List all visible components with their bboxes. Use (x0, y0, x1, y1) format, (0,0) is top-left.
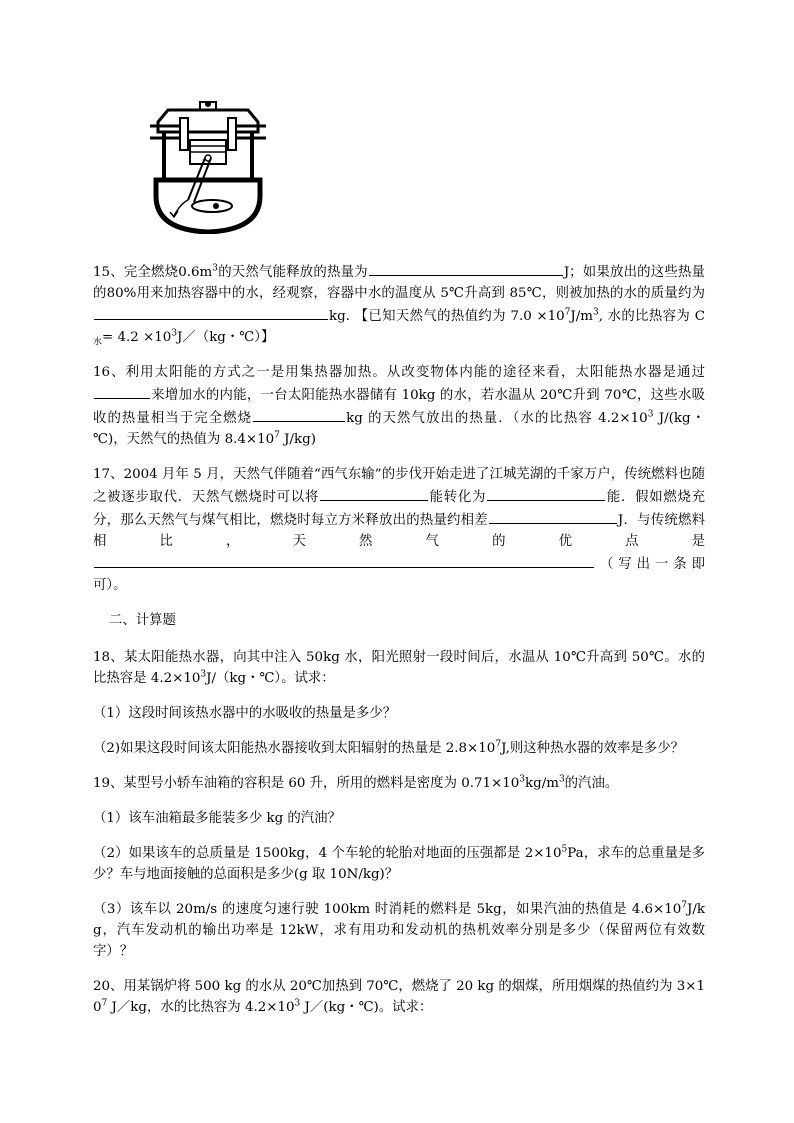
q19-text: 19、某型号小轿车油箱的容积是 60 升，所用的燃料是密度为 0.71×10 (93, 776, 520, 791)
q15-text: kg. 【已知天然气的热值约为 7.0 ×10 (329, 309, 565, 324)
q15-sup: 3 (212, 263, 218, 274)
question-19-part-3 (93, 899, 705, 962)
q16-sup: 3 (647, 409, 654, 420)
q16-text: J/kg) (279, 432, 316, 447)
question-18 (93, 647, 705, 689)
question-18-part-1: （1）这段时间该热水器中的水吸收的热量是多少？ (93, 706, 397, 721)
q20-text: J／(kg・℃)。试求： (300, 1000, 433, 1015)
section-heading: 二、计算题 (109, 613, 176, 628)
q19-sup: 3 (558, 774, 565, 785)
q16-text: kg 的天然气放出的热量．（水的比热容 4.2×10 (346, 411, 648, 426)
q15-text: 15、完全燃烧0.6m (93, 265, 213, 280)
q16-text: 16、利用太阳能的方式之一是用集热器加热。从改变物体内能的途径来看，太阳能热水器是通过 (93, 365, 705, 380)
q15-sub: 水 (93, 337, 103, 348)
engine-cylinder-figure (150, 100, 266, 234)
q15-text: J／（kg・℃）】 (177, 330, 275, 345)
q17-text: 能转化为 (428, 490, 487, 505)
q15-text: J/m (570, 309, 593, 324)
answer-blank[interactable] (489, 508, 617, 524)
document-body (93, 260, 705, 1032)
q17-text: 17、2004 月年 5 月，天然气伴随着“西气东输”的步伐开始走进了江城芜湖的千家万户，传统燃料也随之被逐步取代．天然气燃烧时可以将 (93, 467, 705, 505)
q19-sup: 5 (561, 844, 568, 855)
q18-text: （2)如果这段时间该太阳能热水器接收到太阳辐射的热量是 2.8×10 (93, 741, 496, 756)
question-16 (93, 362, 705, 450)
q16-text: 来增加水的内能，一台太阳能热水器储有 10kg 的水，若水温从 20℃升到 70℃，这些水吸收的热量相当于完全燃烧 (93, 388, 705, 426)
q17-text: J．与传统燃料相比，天然气的优点是 (93, 513, 705, 549)
q20-sup: 7 (101, 998, 108, 1009)
answer-blank[interactable] (320, 485, 428, 501)
question-18-part-2 (93, 738, 705, 759)
q15-sup: 3 (592, 307, 599, 318)
question-17 (93, 464, 705, 596)
q20-sup: 3 (294, 998, 301, 1009)
q16-sup: 7 (274, 430, 280, 441)
answer-blank[interactable] (94, 552, 594, 568)
q18-text: J,则这种热水器的效率是多少？ (501, 741, 684, 756)
q19-sup: 7 (681, 900, 687, 911)
q19-text: Pa，求车的总重量是多少？车与地面接触的总面积是多少(g 取 10N/kg)？ (93, 846, 705, 882)
answer-blank[interactable] (94, 383, 150, 399)
answer-blank[interactable] (253, 406, 345, 422)
q15-text: , 水的比热容为 C (598, 309, 705, 324)
question-15 (93, 260, 705, 348)
question-19 (93, 773, 705, 794)
question-19-part-1: （1）该车油箱最多能装多少 kg 的汽油？ (93, 811, 341, 826)
q16-text: J/(kg・℃)，天然气的热值为 8.4×10 (93, 411, 706, 447)
answer-blank[interactable] (94, 304, 328, 320)
q15-text: 的天然气能释放的热量为 (217, 265, 368, 280)
question-19-part-2 (93, 843, 705, 885)
q18-sup: 7 (495, 739, 502, 750)
q18-sup: 3 (200, 669, 207, 680)
answer-blank[interactable] (369, 260, 563, 276)
q15-sup: 7 (564, 307, 571, 318)
q15-text: J；如果放出的这些热量的80%用来加热容器中的水，经观察，容器中水的温度从 5℃升高到 85℃，则被加热的水的质量约为 (93, 265, 705, 301)
q19-sup: 3 (519, 774, 526, 785)
q19-text: 的汽油。 (564, 776, 619, 791)
q17-text: 能．假如燃烧充分，那么天然气与煤气相比，燃烧时每立方米释放出的热量约相差 (93, 490, 706, 528)
q15-text: = 4.2 ×10 (102, 330, 172, 345)
q15-sup: 3 (171, 328, 178, 339)
q19-text: J/kg，汽车发动机的输出功率是 12kW，求有用功和发动机的热机效率分别是多少（保留两位有效数字）？ (93, 902, 705, 959)
q19-text: （3）该车以 20m/s 的速度匀速行驶 100km 时消耗的燃料是 5kg，如果汽油的热值是 4.6×10 (93, 902, 682, 917)
q20-text: 20、用某锅炉将 500 kg 的水从 20℃加热到 70℃，燃烧了 20 kg 的烟煤，所用烟煤的热值约为 3×10 (93, 979, 705, 1015)
q20-text: J／kg，水的比热容为 4.2×10 (107, 1000, 295, 1015)
q18-text: 18、某太阳能热水器，向其中注入 50kg 水，阳光照射一段时间后，水温从 10℃升高到 50℃。水的比热容是 4.2×10 (93, 650, 705, 686)
q18-text: J/（kg・℃）。试求： (206, 671, 335, 686)
answer-blank[interactable] (487, 485, 605, 501)
question-20 (93, 976, 705, 1018)
q19-text: （2）如果该车的总质量是 1500kg，4 个车轮的轮胎对地面的压强都是 2×10 (93, 846, 562, 861)
q17-text: （写出一条即可）。 (93, 557, 705, 593)
q19-text: kg/m (525, 776, 559, 791)
